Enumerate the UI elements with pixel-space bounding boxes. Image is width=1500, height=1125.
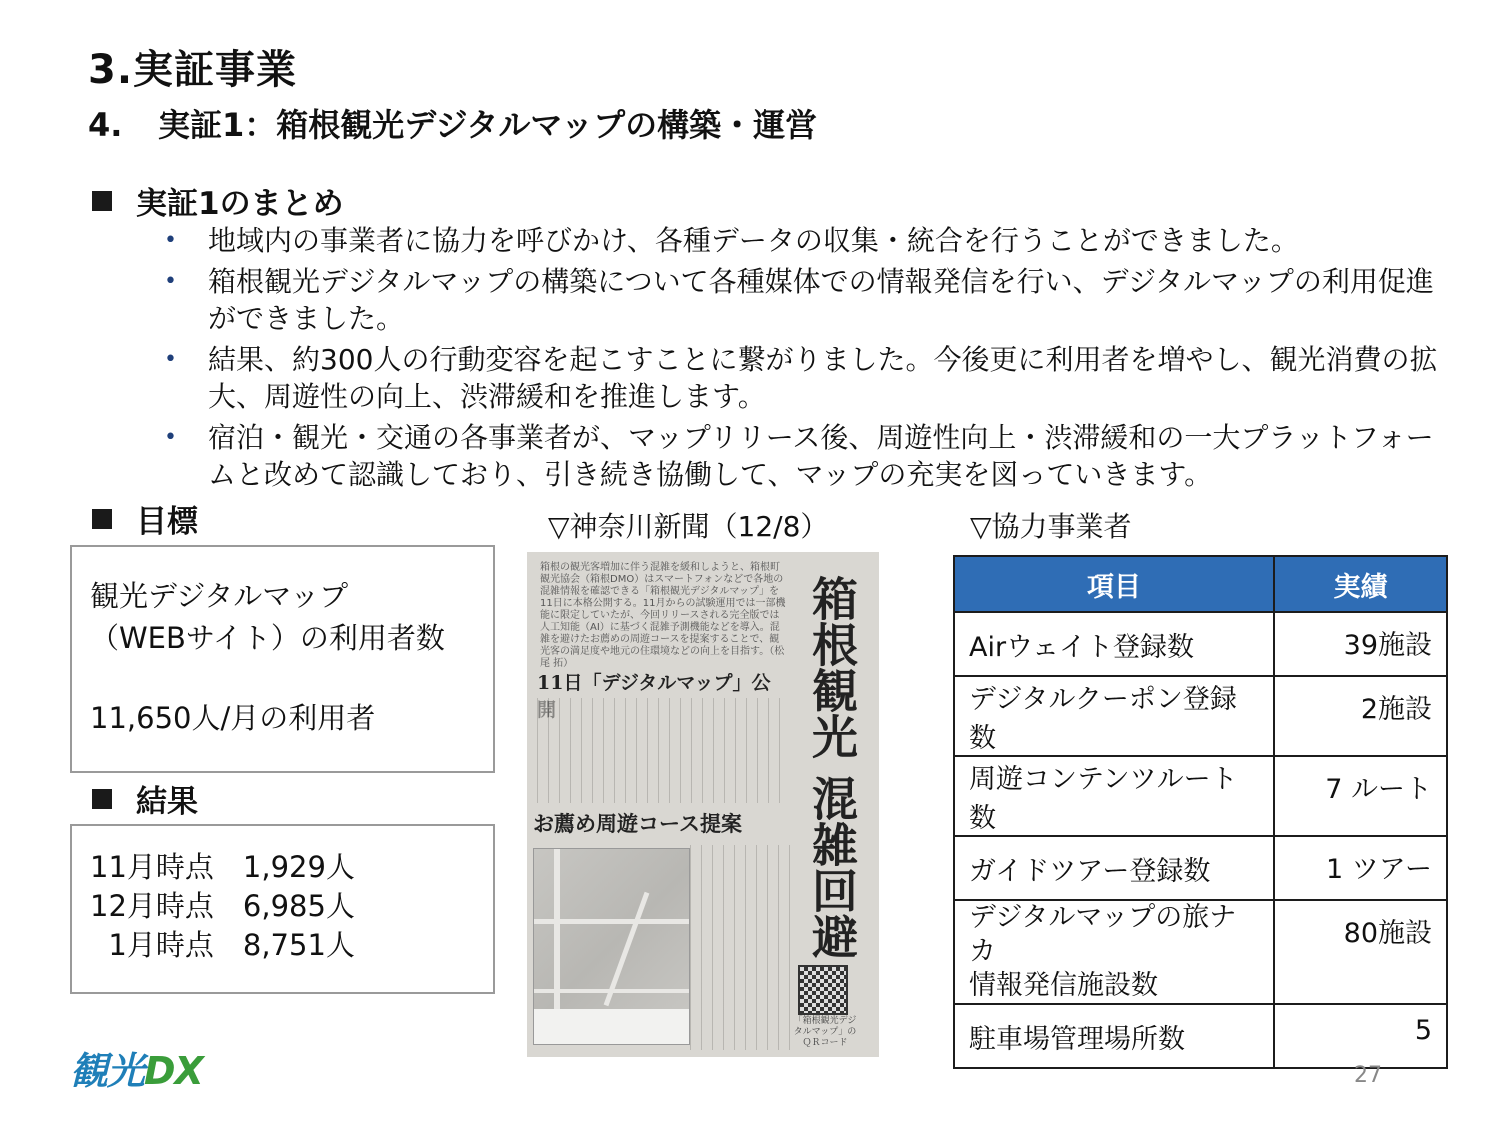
table-row bbox=[954, 612, 1447, 676]
table-cell-value: 80施設 bbox=[1274, 900, 1447, 1004]
cooperation-caption: ▽協力事業者 bbox=[970, 510, 1132, 543]
summary-heading-text: 実証1のまとめ bbox=[136, 186, 344, 222]
newspaper-headline: 箱根観光 混雑回避 bbox=[805, 575, 859, 960]
summary-heading bbox=[92, 178, 344, 223]
table-cell-item-line: デジタルマップの旅ナカ bbox=[969, 902, 1237, 967]
summary-bullet-list bbox=[160, 222, 1460, 497]
summary-bullet-text: 箱根観光デジタルマップの構築について各種媒体での情報発信を行い、デジタルマップの利用促進ができました。 bbox=[208, 265, 1434, 335]
newspaper-lead-text: 箱根の観光客増加に伴う混雑を緩和しようと、箱根町観光協会（箱根DMO）はスマートフォンなどで各地の混雑情報を確認できる「箱根観光デジタルマップ」を11日に本格公開する。11月からの試験運用では一部機能に限定していたが、今回リリースされる完全版では人工知能（AI）に基づく混雑予測機能などを導入。混雑を避けたお薦めの周遊コースを提案することで、観光客の満足度や地元の住環境などの向上を目指す。（松尾 拓） bbox=[540, 562, 786, 669]
section-title: 3.実証事業 bbox=[88, 47, 298, 93]
summary-bullet bbox=[160, 222, 1460, 259]
newspaper-subheadline: 11日「デジタルマップ」公 bbox=[537, 672, 771, 694]
table-row bbox=[954, 676, 1447, 756]
qr-code-label: 「箱根観光デジタルマップ」のＱＲコード bbox=[793, 1016, 857, 1048]
table-row bbox=[954, 756, 1447, 836]
summary-bullet-text: 宿泊・観光・交通の各事業者が、マップリリース後、周遊性向上・渋滞緩和の一大プラットフォームと改めて認識しており、引き続き協働して、マップの充実を図っていきます。 bbox=[208, 421, 1434, 491]
summary-bullet bbox=[160, 341, 1460, 415]
goal-box bbox=[70, 545, 495, 773]
summary-bullet-text: 結果、約300人の行動変容を起こすことに繋がりました。今後更に利用者を増やし、観光消費の拡大、周遊性の向上、渋滞緩和を推進します。 bbox=[208, 343, 1438, 413]
table-cell-item: Airウェイト登録数 bbox=[954, 612, 1274, 676]
bullet-dot-icon: • bbox=[164, 425, 177, 450]
square-bullet-icon bbox=[92, 191, 112, 211]
table-header-item: 項目 bbox=[954, 556, 1274, 612]
table-cell-item: 駐車場管理場所数 bbox=[954, 1004, 1274, 1068]
newspaper-text-columns bbox=[690, 845, 790, 1050]
table-cell-value: 5 bbox=[1274, 1004, 1447, 1068]
page-number: 27 bbox=[1354, 1063, 1382, 1088]
goal-line: （WEBサイト）の利用者数 bbox=[90, 621, 445, 655]
bullet-dot-icon: • bbox=[164, 228, 177, 253]
page-subtitle bbox=[88, 100, 817, 146]
table-row bbox=[954, 836, 1447, 900]
table-cell-value: 2施設 bbox=[1274, 676, 1447, 756]
table-cell-item bbox=[954, 900, 1274, 1004]
table-cell-item: デジタルクーポン登録数 bbox=[954, 676, 1274, 756]
cooperation-table bbox=[953, 555, 1448, 1069]
newspaper-caption: ▽神奈川新聞（12/8） bbox=[548, 510, 829, 543]
table-row bbox=[954, 1004, 1447, 1068]
summary-bullet bbox=[160, 419, 1460, 493]
kanko-dx-logo bbox=[70, 1040, 203, 1095]
table-cell-value: 1 ツアー bbox=[1274, 836, 1447, 900]
result-heading bbox=[92, 776, 198, 821]
table-cell-item: ガイドツアー登録数 bbox=[954, 836, 1274, 900]
table-header-row bbox=[954, 556, 1447, 612]
newspaper-subheadline: お薦め周遊コース提案 bbox=[533, 811, 742, 836]
summary-bullet bbox=[160, 263, 1460, 337]
summary-bullet-text: 地域内の事業者に協力を呼びかけ、各種データの収集・統合を行うことができました。 bbox=[208, 224, 1299, 257]
square-bullet-icon bbox=[92, 509, 112, 529]
goal-heading-text: 目標 bbox=[136, 504, 198, 540]
result-row: 12月時点 6,985人 bbox=[90, 889, 355, 923]
square-bullet-icon bbox=[92, 789, 112, 809]
result-row: 11月時点 1,929人 bbox=[90, 850, 355, 884]
table-cell-value: 7 ルート bbox=[1274, 756, 1447, 836]
bullet-dot-icon: • bbox=[164, 269, 177, 294]
logo-dx-text: DX bbox=[144, 1049, 203, 1093]
subtitle-text: 実証1：箱根観光デジタルマップの構築・運営 bbox=[158, 106, 818, 144]
logo-text: 観光 bbox=[70, 1049, 145, 1093]
table-cell-item: 周遊コンテンツルート数 bbox=[954, 756, 1274, 836]
result-heading-text: 結果 bbox=[136, 784, 198, 820]
newspaper-text-columns bbox=[537, 698, 782, 803]
qr-code-icon bbox=[798, 965, 848, 1015]
newspaper-map-screenshot bbox=[533, 848, 690, 1045]
table-cell-value: 39施設 bbox=[1274, 612, 1447, 676]
result-box bbox=[70, 824, 495, 994]
subtitle-number: 4. bbox=[88, 106, 123, 144]
goal-line: 観光デジタルマップ bbox=[90, 579, 349, 613]
table-cell-item-line: 情報発信施設数 bbox=[969, 970, 1158, 1001]
table-row bbox=[954, 900, 1447, 1004]
table-header-value: 実績 bbox=[1274, 556, 1447, 612]
goal-heading bbox=[92, 496, 198, 541]
goal-target: 11,650人/月の利用者 bbox=[90, 701, 376, 735]
bullet-dot-icon: • bbox=[164, 347, 177, 372]
result-row: 1月時点 8,751人 bbox=[90, 928, 355, 962]
